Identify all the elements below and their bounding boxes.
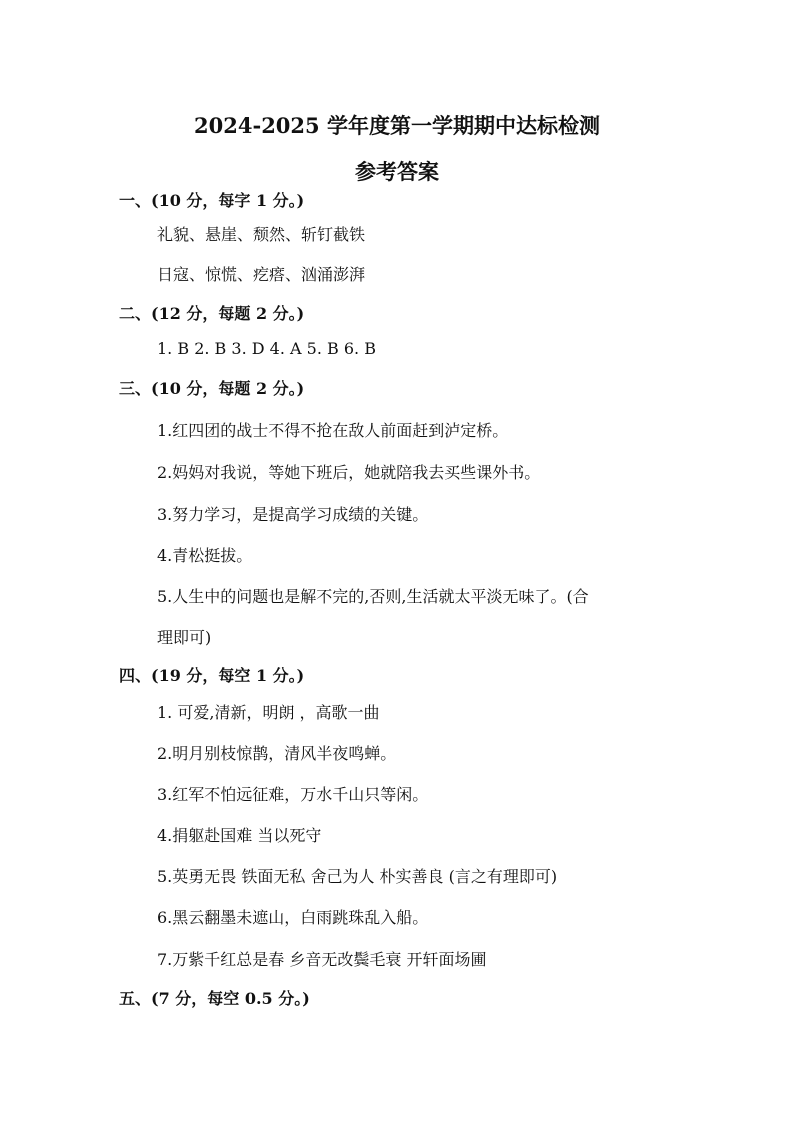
- document-title: 2024-2025 学年度第一学期期中达标检测: [194, 113, 600, 138]
- section-4-line-7: 7.万紫千红总是春 乡音无改鬓毛衰 开轩面场圃: [157, 950, 487, 969]
- section-4-line-2: 2.明月别枝惊鹊，清风半夜鸣蝉。: [157, 744, 397, 763]
- section-1-line-1: 礼貌、悬崖、颓然、斩钉截铁: [157, 225, 366, 244]
- section-2-heading: 二、(12 分，每题 2 分。): [119, 304, 305, 323]
- section-1-line-2: 日寇、惊慌、疙瘩、汹涌澎湃: [157, 265, 366, 284]
- section-4-line-1: 1. 可爱,清新，明朗 ，高歌一曲: [157, 703, 380, 722]
- section-4-line-6: 6.黑云翻墨未遮山，白雨跳珠乱入船。: [157, 908, 429, 927]
- section-3-line-5: 5.人生中的问题也是解不完的,否则,生活就太平淡无味了。(合: [157, 587, 589, 606]
- section-4-heading: 四、(19 分，每空 1 分。): [119, 666, 305, 685]
- section-3-line-3: 3.努力学习，是提高学习成绩的关键。: [157, 505, 429, 524]
- section-4-line-4: 4.捐躯赴国难 当以死守: [157, 826, 322, 845]
- section-3-heading: 三、(10 分，每题 2 分。): [119, 379, 305, 398]
- document-subtitle: 参考答案: [355, 159, 439, 184]
- section-3-line-6: 理即可): [157, 628, 212, 647]
- section-2-line-1: 1. B 2. B 3. D 4. A 5. B 6. B: [157, 339, 376, 358]
- section-5-heading: 五、(7 分，每空 0.5 分。): [119, 989, 310, 1008]
- section-3-line-2: 2.妈妈对我说，等她下班后，她就陪我去买些课外书。: [157, 463, 541, 482]
- section-4-line-3: 3.红军不怕远征难，万水千山只等闲。: [157, 785, 429, 804]
- section-1-heading: 一、(10 分，每字 1 分。): [119, 191, 305, 210]
- section-4-line-5: 5.英勇无畏 铁面无私 舍己为人 朴实善良 (言之有理即可): [157, 867, 558, 886]
- section-3-line-4: 4.青松挺拔。: [157, 546, 253, 565]
- section-3-line-1: 1.红四团的战士不得不抢在敌人前面赶到泸定桥。: [157, 421, 509, 440]
